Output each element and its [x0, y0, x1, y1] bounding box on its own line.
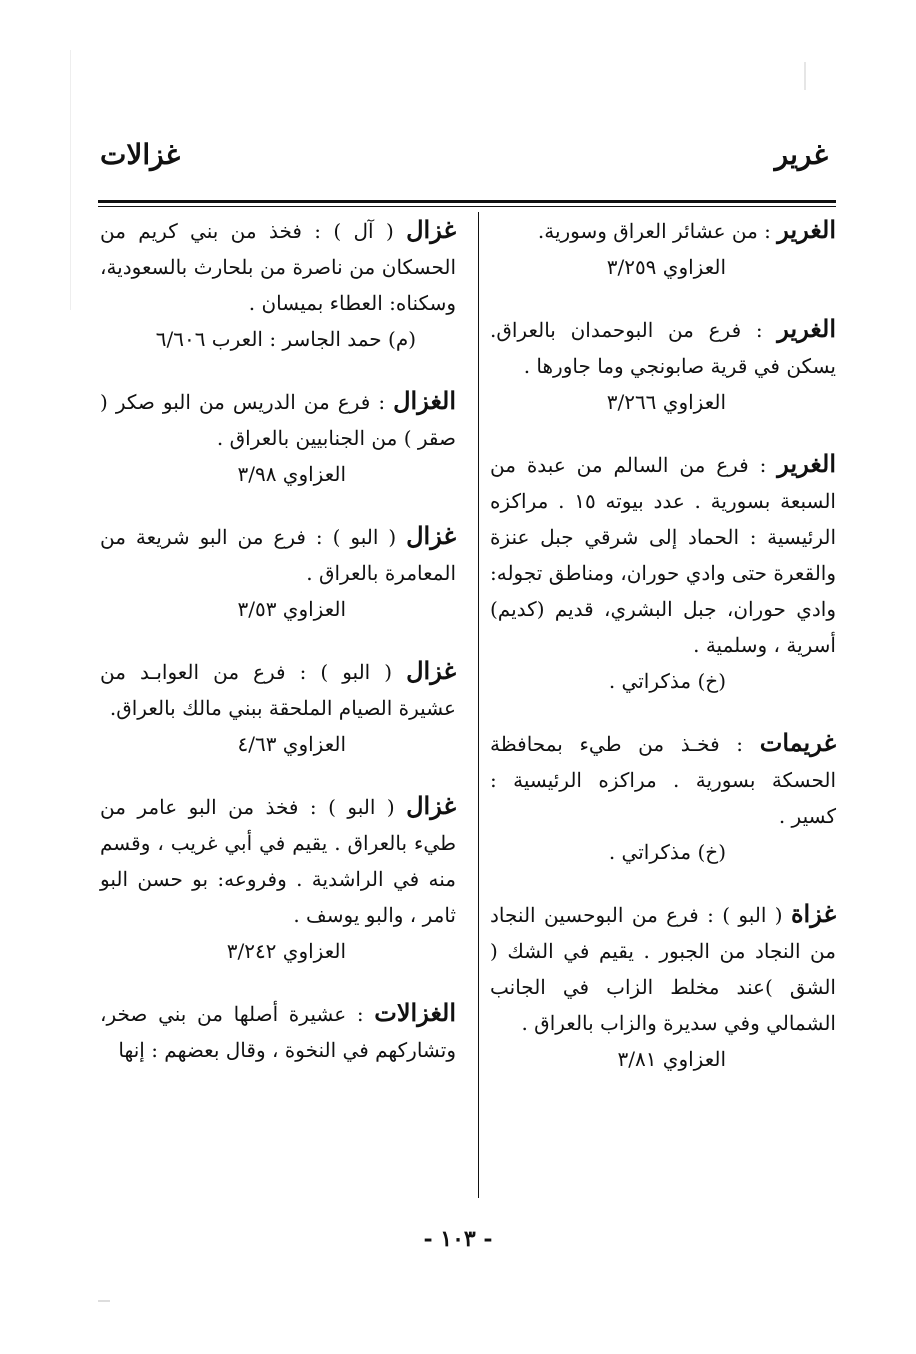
entry — [490, 896, 836, 1077]
entry — [100, 788, 456, 969]
scan-mark — [804, 62, 806, 90]
right-column — [490, 212, 836, 1103]
entry — [100, 653, 456, 762]
entry-text: : من عشائر العراق وسورية. — [537, 219, 778, 243]
entry-headword: غزال — [406, 521, 456, 550]
entry-headword: غزاة — [790, 899, 836, 928]
entry — [100, 518, 456, 627]
entry-headword: غزال — [406, 215, 456, 244]
column-divider — [478, 212, 479, 1198]
entry-headword: الغرير — [777, 449, 836, 478]
entry-headword: الغرير — [777, 314, 836, 343]
scan-mark — [70, 50, 71, 310]
entry — [100, 383, 456, 492]
page-number: - ١٠٣ - — [423, 1226, 493, 1252]
header-rule-thin — [98, 206, 836, 207]
entry-text: ( البو ) : فرع من البوحسين النجاد من النجاد من الجبور . يقيم في الشك ( الشق )عند مخلط الزاب في الجانب الشمالي وفي سديرة والزاب بالعراق . — [490, 903, 836, 1035]
entry-source: (خ) مذكراتي . — [608, 840, 726, 864]
entry-source: العزاوي ٣/٢٤٢ — [226, 939, 346, 963]
entry-source: العزاوي ٣/٢٦٦ — [606, 390, 726, 414]
entry-text: : فرع من البوحمدان بالعراق. يسكن في قرية صابونجي وما جاورها . — [490, 318, 836, 378]
entry — [100, 212, 456, 357]
entry-text: : فرع من السالم من عبدة من السبعة بسورية . عدد بيوته ١٥ . مراكزه الرئيسية : الحماد إلى شرقي جبل عنزة والقعرة حتى وادي حوران، ومناطق تجوله: وادي حوران، جبل البشري، قديم (كديم) أسرية ، وسلمية . — [490, 453, 836, 657]
scan-mark — [98, 1300, 110, 1302]
entry-text: : عشيرة أصلها من بني صخر، وتشاركهم في النخوة ، وقال بعضهم : إنها — [100, 1002, 456, 1062]
entry — [490, 212, 836, 285]
entry-source: العزاوي ٤/٦٣ — [237, 732, 346, 756]
left-column — [100, 212, 456, 1094]
entry-source: العزاوي ٣/٨١ — [617, 1047, 726, 1071]
entry-text: ( البو ) : فخذ من البو عامر من طيء بالعراق . يقيم في أبي غريب ، وقسم منه في الراشدية . وفروعه: بو حسن البو ثامر ، والبو يوسف . — [100, 795, 456, 927]
entry-headword: غزال — [406, 791, 456, 820]
running-head-right: غرير — [774, 138, 828, 171]
entry — [490, 446, 836, 699]
entry-text: : فرع من الدريس من البو صكر ( صقر ) من الجنابيين بالعراق . — [100, 390, 456, 450]
entry-headword: الغزال — [393, 386, 456, 415]
entry-source: (خ) مذكراتي . — [608, 669, 726, 693]
entry-source: (م) حمد الجاسر : العرب ٦/٦٠٦ — [155, 327, 416, 351]
entry — [490, 311, 836, 420]
entry-headword: غزال — [406, 656, 456, 685]
header-rule — [98, 200, 836, 203]
entry-headword: الغرير — [777, 215, 836, 244]
entry — [100, 995, 456, 1068]
entry-source: العزاوي ٣/٢٥٩ — [606, 255, 726, 279]
entry-headword: الغزالات — [374, 998, 456, 1027]
entry-source: العزاوي ٣/٩٨ — [237, 462, 346, 486]
entry-text: ( البو ) : فرع من العوابـد من عشيرة الصيام الملحقة ببني مالك بالعراق. — [100, 660, 456, 720]
entry — [490, 725, 836, 870]
entry-source: العزاوي ٣/٥٣ — [237, 597, 346, 621]
running-head-left: غزالات — [100, 138, 181, 171]
entry-text: ( آل ) : فخذ من بني كريم من الحسكان من ناصرة من بلحارث بالسعودية، وسكناه: العطاء بميسان . — [100, 219, 456, 315]
entry-text: ( البو ) : فرع من البو شريعة من المعامرة بالعراق . — [100, 525, 456, 585]
entry-text: : فخـذ من طيء بمحافظة الحسكة بسورية . مراكزه الرئيسية : كسير . — [490, 732, 836, 828]
entry-headword: غريمات — [759, 728, 836, 757]
